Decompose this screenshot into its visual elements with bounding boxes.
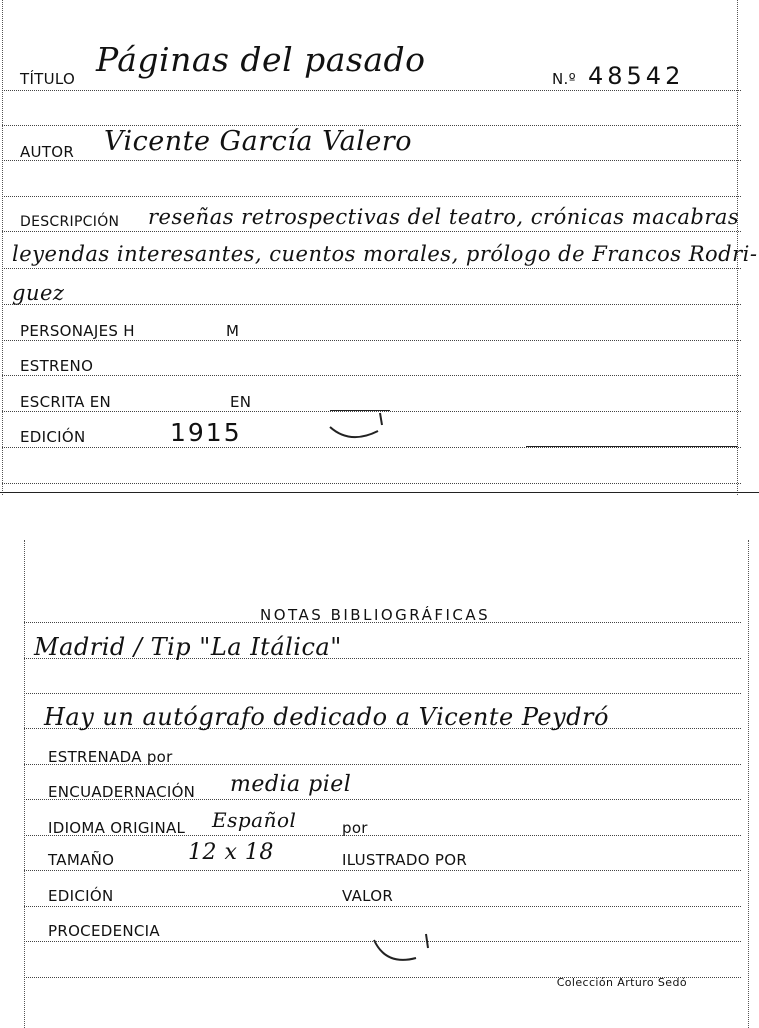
idioma-value: Español (212, 808, 297, 832)
rule-line (24, 870, 741, 871)
rule-line (2, 90, 741, 91)
estreno-label: ESTRENO (20, 357, 94, 375)
rule-line (2, 268, 741, 269)
escrita-en-label: EN (230, 393, 252, 411)
titulo-label: TÍTULO (20, 70, 76, 88)
line-segment (330, 410, 390, 411)
punch-hole-mark (320, 405, 390, 445)
line-segment (526, 446, 738, 447)
valor-label: VALOR (342, 887, 394, 905)
descripcion-line-3: guez (12, 281, 65, 305)
ilustrado-label: ILUSTRADO POR (342, 851, 468, 869)
descripcion-label: DESCRIPCIÓN (20, 214, 120, 230)
card-left-border (24, 540, 25, 1028)
notas-heading: NOTAS BIBLIOGRÁFICAS (260, 606, 491, 624)
encuadernacion-label: ENCUADERNACIÓN (48, 783, 196, 801)
estrenada-label: ESTRENADA por (48, 748, 173, 766)
rule-line (2, 375, 741, 376)
idioma-por-label: por (342, 819, 368, 837)
personajes-m-label: M (226, 322, 240, 340)
titulo-value: Páginas del pasado (96, 40, 426, 79)
rule-line (2, 483, 741, 484)
tamano-label: TAMAÑO (48, 851, 115, 869)
punch-hole-mark (366, 920, 436, 970)
catalog-card-back (0, 540, 759, 1028)
card-left-border (2, 0, 3, 495)
idioma-label: IDIOMA ORIGINAL (48, 819, 186, 837)
descripcion-line-2: leyendas interesantes, cuentos morales, prólogo de Francos Rodri- (12, 242, 758, 266)
catalog-card-front (0, 0, 759, 495)
edicion-value: 1915 (170, 418, 242, 447)
collection-credit: Colección Arturo Sedó (556, 976, 687, 989)
descripcion-line-1: reseñas retrospectivas del teatro, crónicas macabras (148, 205, 740, 229)
rule-line (2, 196, 741, 197)
edicion-label: EDICIÓN (20, 428, 86, 446)
autor-label: AUTOR (20, 143, 75, 161)
rule-line (2, 304, 741, 305)
encuadernacion-value: media piel (230, 772, 352, 797)
rule-line (2, 447, 741, 448)
tamano-value: 12 x 18 (188, 840, 274, 865)
rule-line (24, 693, 741, 694)
rule-line (24, 906, 741, 907)
note-line-2: Hay un autógrafo dedicado a Vicente Peydró (44, 703, 609, 731)
numero-value: 48542 (588, 62, 685, 90)
personajes-label: PERSONAJES H (20, 322, 135, 340)
rule-line (2, 160, 741, 161)
note-line-1: Madrid / Tip "La Itálica" (34, 633, 342, 661)
rule-line (2, 340, 741, 341)
card-bottom-edge (0, 492, 759, 493)
edicion-label: EDICIÓN (48, 887, 114, 905)
procedencia-label: PROCEDENCIA (48, 922, 160, 940)
autor-value: Vicente García Valero (104, 126, 412, 157)
escrita-label: ESCRITA EN (20, 393, 112, 411)
rule-line (2, 231, 741, 232)
card-right-border (748, 540, 749, 1028)
numero-label: N.º (552, 70, 576, 88)
